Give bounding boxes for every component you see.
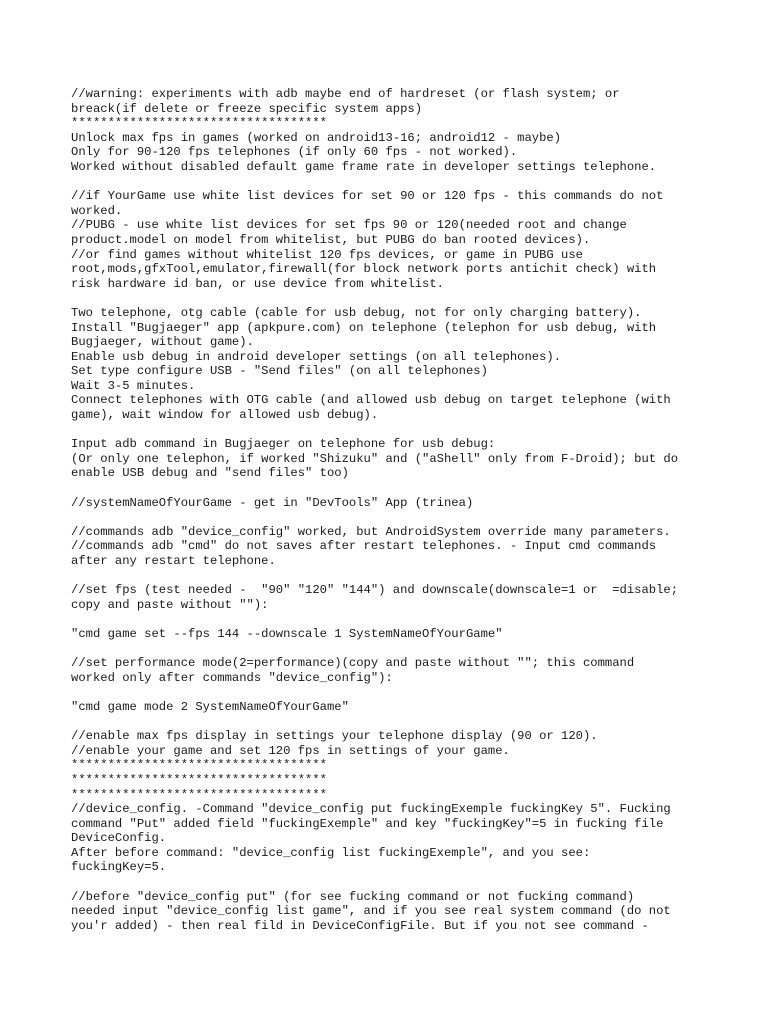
text-line: copy and paste without ""): bbox=[71, 597, 269, 612]
text-line: Enable usb debug in android developer settings (on all telephones). bbox=[71, 349, 562, 364]
text-line: *********************************** bbox=[71, 787, 327, 802]
document-body-text bbox=[71, 87, 711, 933]
text-line bbox=[71, 569, 711, 584]
text-line: Wait 3-5 minutes. bbox=[71, 378, 196, 393]
text-line: //enable max fps display in settings your telephone display (90 or 120). bbox=[71, 729, 598, 744]
text-line: Bugjaeger, without game). bbox=[71, 335, 254, 350]
text-line: product.model on model from whitelist, but PUBG do ban rooted devices). bbox=[71, 232, 591, 247]
text-line: Connect telephones with OTG cable (and allowed usb debug on target telephone (with bbox=[71, 393, 671, 408]
text-line: command "Put" added field "fuckingExemple" and key "fuckingKey"=5 in fucking file bbox=[71, 816, 664, 831]
text-line: //before "device_config put" (for see fucking command or not fucking command) bbox=[71, 889, 635, 904]
text-line: //or find games without whitelist 120 fps devices, or game in PUBG use bbox=[71, 247, 583, 262]
text-line bbox=[71, 175, 711, 190]
text-line: worked. bbox=[71, 203, 123, 218]
text-line: //PUBG - use white list devices for set fps 90 or 120(needed root and change bbox=[71, 218, 627, 233]
text-line: root,mods,gfxTool,emulator,firewall(for block network ports antichit check) with bbox=[71, 262, 657, 277]
text-line bbox=[71, 715, 711, 730]
text-line: //device_config. -Command "device_config put fuckingExemple fuckingKey 5". Fucking bbox=[71, 802, 671, 817]
text-line bbox=[71, 642, 711, 657]
text-line: Worked without disabled default game frame rate in developer settings telephone. bbox=[71, 159, 657, 174]
text-line bbox=[71, 875, 711, 890]
text-line: worked only after commands "device_config"): bbox=[71, 670, 393, 685]
text-line: after any restart telephone. bbox=[71, 554, 276, 568]
text-line: //set fps (test needed - "90" "120" "144") and downscale(downscale=1 or =disable; bbox=[71, 583, 679, 598]
text-line: fuckingKey=5. bbox=[71, 860, 167, 875]
text-line bbox=[71, 685, 711, 700]
text-line: *********************************** bbox=[71, 758, 327, 773]
text-line: Two telephone, otg cable (cable for usb debug, not for only charging battery). bbox=[71, 305, 642, 320]
text-line: game), wait window for allowed usb debug). bbox=[71, 408, 379, 423]
text-line: "cmd game set --fps 144 --downscale 1 SystemNameOfYourGame" bbox=[71, 626, 503, 641]
text-line: //warning: experiments with adb maybe end of hardreset (or flash system; or bbox=[71, 87, 620, 101]
text-line: Install "Bugjaeger" app (apkpure.com) on telephone (telephon for usb debug, with bbox=[71, 320, 657, 335]
text-line: //systemNameOfYourGame - get in "DevTools" App (trinea) bbox=[71, 495, 474, 510]
text-line: *********************************** bbox=[71, 116, 327, 131]
text-line bbox=[71, 423, 711, 438]
text-line: breack(if delete or freeze specific system apps) bbox=[71, 101, 423, 116]
text-line: Unlock max fps in games (worked on android13-16; android12 - maybe) bbox=[71, 130, 562, 145]
text-line bbox=[71, 291, 711, 306]
text-line: *********************************** bbox=[71, 772, 327, 787]
text-line: (Or only one telephon, if worked "Shizuku" and ("aShell" only from F-Droid); but do bbox=[71, 451, 679, 466]
text-line: enable USB debug and "send files" too) bbox=[71, 466, 349, 481]
text-line: you'r added) - then real fild in DeviceConfigFile. But if you not see command - bbox=[71, 918, 649, 933]
text-line: //commands adb "device_config" worked, but AndroidSystem override many parameters. bbox=[71, 524, 671, 539]
text-line: //enable your game and set 120 fps in settings of your game. bbox=[71, 743, 510, 758]
text-line: //set performance mode(2=performance)(copy and paste without ""; this command bbox=[71, 656, 635, 671]
text-line: "cmd game mode 2 SystemNameOfYourGame" bbox=[71, 699, 349, 714]
text-line bbox=[71, 612, 711, 627]
text-line bbox=[71, 481, 711, 496]
text-line: DeviceConfig. bbox=[71, 831, 167, 846]
text-line: After before command: "device_config list fuckingExemple", and you see: bbox=[71, 845, 591, 860]
text-line: Only for 90-120 fps telephones (if only 60 fps - not worked). bbox=[71, 145, 518, 160]
text-line: //commands adb "cmd" do not saves after restart telephones. - Input cmd commands bbox=[71, 539, 657, 554]
text-line: risk hardware id ban, or use device from whitelist. bbox=[71, 276, 444, 291]
text-line: Set type configure USB - "Send files" (on all telephones) bbox=[71, 364, 488, 379]
text-line bbox=[71, 510, 711, 525]
text-line: //if YourGame use white list devices for set 90 or 120 fps - this commands do not bbox=[71, 189, 664, 204]
text-line: Input adb command in Bugjaeger on telephone for usb debug: bbox=[71, 437, 496, 452]
text-line: needed input "device_config list game", and if you see real system command (do not bbox=[71, 904, 671, 919]
